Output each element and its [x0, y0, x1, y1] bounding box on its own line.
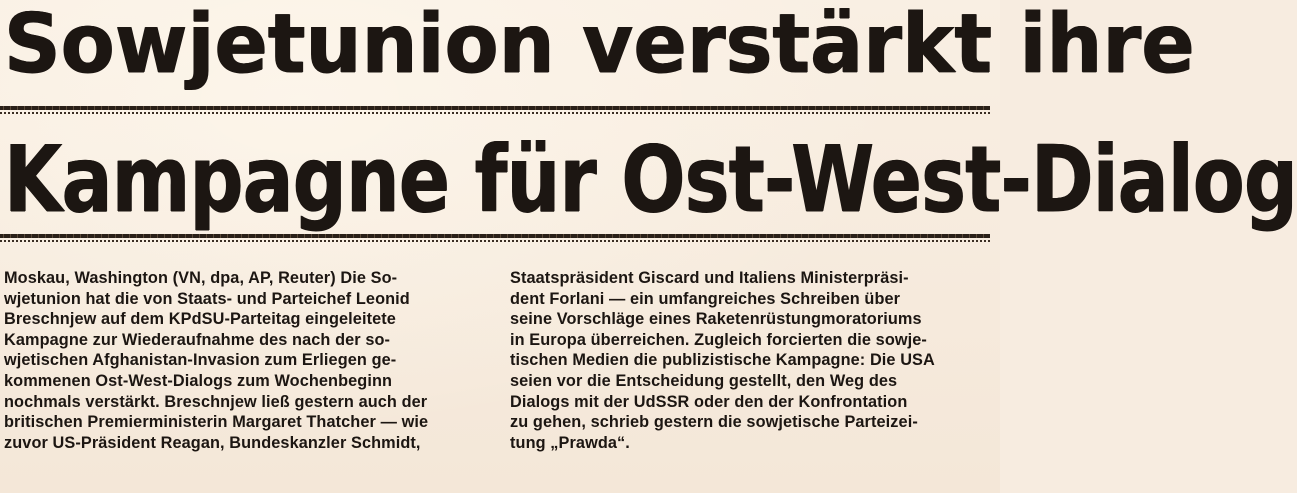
article-line: zuvor US-Präsident Reagan, Bundeskanzler Schmidt, [4, 433, 421, 452]
headline-rule-bottom [0, 234, 990, 238]
article-line: kommenen Ost-West-Dialogs zum Wochenbeginn [4, 371, 393, 390]
headline-line-2: Kampagne für Ost-West-Dialog [4, 126, 1297, 233]
article-line: Dialogs mit der UdSSR oder den der Konfrontation [510, 392, 908, 411]
article-line: zu gehen, schrieb gestern die sowjetische Parteizei- [510, 413, 918, 432]
article-line: wjetunion hat die von Staats- und Parteichef Leonid [4, 289, 410, 308]
article-line: seine Vorschläge eines Raketenrüstungmoratoriums [510, 310, 922, 329]
article-line: tung „Prawda“. [510, 433, 630, 452]
headline-line-1: Sowjetunion verstärkt ihre [4, 0, 1195, 92]
article-column-right [510, 268, 1000, 453]
article-line: wjetischen Afghanistan-Invasion zum Erliegen ge- [4, 351, 397, 370]
article-column-left [4, 268, 489, 453]
article-line: in Europa überreichen. Zugleich forcierten die sowje- [510, 330, 927, 349]
article-line: dent Forlani — ein umfangreiches Schreiben über [510, 289, 901, 308]
headline-rule-top [0, 106, 990, 110]
article-line: britischen Premierministerin Margaret Thatcher — wie [4, 413, 429, 432]
article-line: Breschnjew auf dem KPdSU-Parteitag eingeleitete [4, 310, 396, 329]
article-line: Kampagne zur Wiederaufnahme des nach der so- [4, 330, 391, 349]
article-line: seien vor die Entscheidung gestellt, den Weg des [510, 371, 898, 390]
article-line: tischen Medien die publizistische Kampagne: Die USA [510, 351, 935, 370]
article-line: nochmals verstärkt. Breschnjew ließ gestern auch der [4, 392, 428, 411]
article-line: Staatspräsident Giscard und Italiens Ministerpräsi- [510, 269, 909, 287]
article-line: Moskau, Washington (VN, dpa, AP, Reuter) Die So- [4, 269, 398, 287]
